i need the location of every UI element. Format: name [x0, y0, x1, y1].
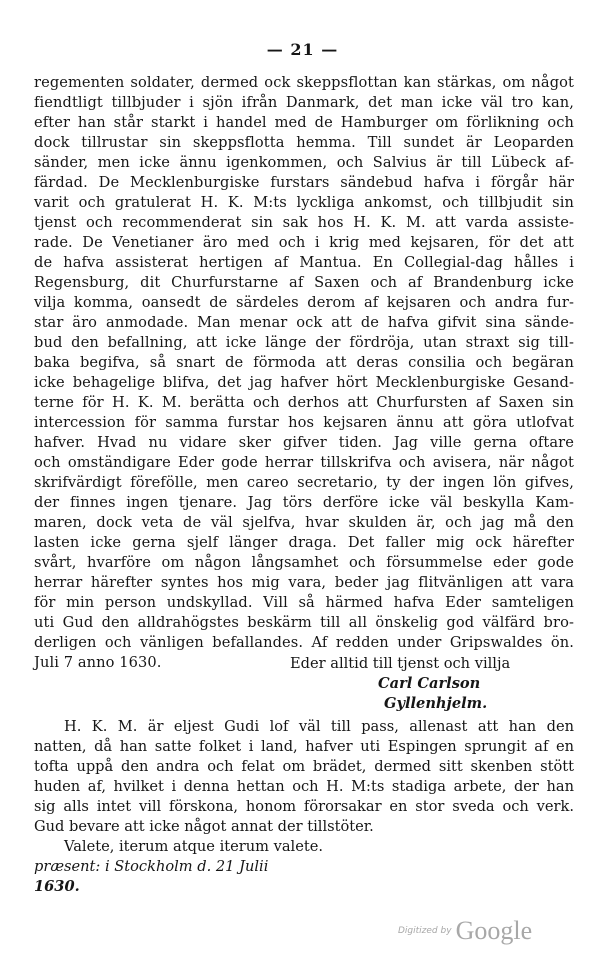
body-line: rade. De Venetianer äro med och i krig med kejsaren, för det att [34, 234, 574, 251]
signature-block [290, 654, 550, 714]
body-line: bud den befallning, att icke länge der fördröja, utan straxt sig till- [34, 334, 574, 351]
signature-closing: Eder alltid till tjenst och villja [290, 655, 511, 672]
body-line: de hafva assisterat hertigen af Mantua. En Collegial-dag hålles i [34, 254, 574, 271]
body-line: regementen soldater, dermed ock skeppsflottan kan stärkas, om något [34, 74, 574, 91]
postscript-line: Gud bevare att icke något annat der tillstöter. [34, 818, 374, 835]
body-line: herrar härefter syntes hos mig vara, beder jag flitvänligen att vara [34, 574, 574, 591]
body-line: fiendtligt tillbjuder i sjön ifrån Danmark, det man icke väl tro kan, [34, 94, 574, 111]
postscript-line: Valete, iterum atque iterum valete. [64, 838, 323, 855]
body-line: der finnes ingen tjenare. Jag törs derföre icke väl beskylla Kam- [34, 494, 574, 511]
body-line: uti Gud den alldrahögstes beskärm till all önskelig god välfärd bro- [34, 614, 574, 631]
google-logo: Google [455, 916, 533, 945]
body-line: terne för H. K. M. berätta och derhos att Churfursten af Saxen sin [34, 394, 574, 411]
letter-body [34, 73, 574, 673]
postscript-line: H. K. M. är eljest Gudi lof väl till pass, allenast att han den [64, 718, 574, 735]
body-line: icke behagelige blifva, det jag hafver hört Mecklenburgiske Gesand- [34, 374, 574, 391]
postscript-line: sig alls intet vill förskona, honom förorsakar en stor sveda och verk. [34, 798, 574, 815]
watermark-prefix: Digitized by [398, 926, 452, 936]
body-line: Regensburg, dit Churfurstarne af Saxen och af Brandenburg icke [34, 274, 574, 291]
body-line: vilja komma, oansedt de särdeles derom af kejsaren och andra fur- [34, 294, 574, 311]
body-line: skrifvärdigt förefölle, men careo secretario, ty der ingen lön gifves, [34, 474, 574, 491]
signature-name-first: Carl Carlson [378, 675, 481, 692]
postscript-line: huden af, hvilket i denna hettan och H. M:ts stadiga arbete, der han [34, 778, 574, 795]
signature-name-second: Gyllenhjelm. [384, 695, 488, 712]
body-line: dock tillrustar sin skeppsflotta hemma. Till sundet är Leoparden [34, 134, 574, 151]
body-line: star äro anmodade. Man menar ock att de hafva gifvit sina sände- [34, 314, 574, 331]
postscript-line: natten, då han satte folket i land, hafver uti Espingen sprungit af en [34, 738, 574, 755]
dateline-line: præsent: i Stockholm d. 21 Julii [34, 858, 269, 875]
body-line: baka begifva, så snart de förmoda att deras consilia och begäran [34, 354, 574, 371]
digitized-watermark [398, 916, 532, 946]
postscript-line: tofta uppå den andra och felat om brädet, dermed sitt skenben stött [34, 758, 574, 775]
body-line: lasten icke gerna sjelf länger draga. Det faller mig ock härefter [34, 534, 574, 551]
body-line: efter han står starkt i handel med de Hamburger om förlikning och [34, 114, 574, 131]
body-line: tjenst och recommenderat sin sak hos H. K. M. att varda assiste- [34, 214, 574, 231]
body-line: och omständigare Eder gode herrar tillskrifva och avisera, när något [34, 454, 574, 471]
body-line: svårt, hvarföre om någon långsamhet och försummelse eder gode [34, 554, 574, 571]
body-line: Juli 7 anno 1630. [34, 654, 162, 671]
body-line: maren, dock veta de väl sjelfva, hvar skulden är, och jag må den [34, 514, 574, 531]
body-line: för min person undskyllad. Vill så härmed hafva Eder samteligen [34, 594, 574, 611]
body-line: färdad. De Mecklenburgiske furstars sändebud hafva i förgår här [34, 174, 574, 191]
body-line: varit och gratulerat H. K. M:ts lyckliga ankomst, och tillbjudit sin [34, 194, 574, 211]
body-line: intercession för samma furstar hos kejsaren ännu att göra utlofvat [34, 414, 574, 431]
postscript [34, 717, 574, 897]
body-line: sänder, men icke ännu igenkommen, och Salvius är till Lübeck af- [34, 154, 574, 171]
dateline-line: 1630. [34, 878, 80, 895]
body-line: hafver. Hvad nu vidare sker gifver tiden. Jag ville gerna oftare [34, 434, 574, 451]
page-number: — 21 — [266, 40, 339, 59]
body-line: derligen och vänligen befallandes. Af redden under Gripswaldes ön. [34, 634, 574, 651]
